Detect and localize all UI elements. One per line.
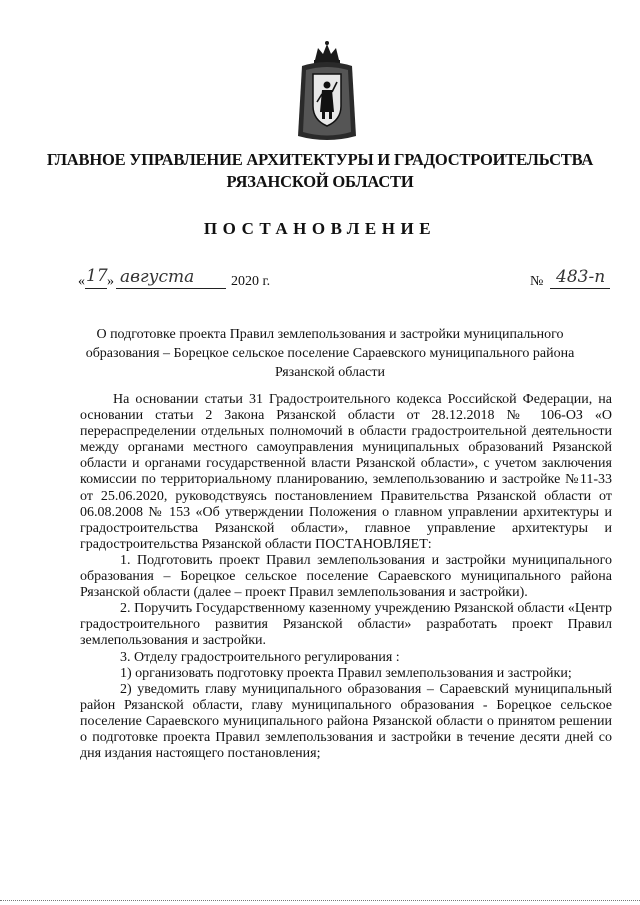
number-label: №	[530, 274, 544, 289]
document-subject	[70, 325, 590, 382]
body-paragraph-subitem1: 1) организовать подготовку проекта Правил землепользования и застройки;	[120, 665, 572, 681]
date-day: 17	[86, 266, 108, 286]
body-paragraph-item2: 2. Поручить Государственному казенному учреждению Рязанской области «Центр градостроительного развития Рязанской области» разработать проект Правил землепользования и застройки.	[80, 601, 612, 649]
document-body	[80, 392, 612, 762]
document-number: 483-п	[556, 267, 606, 287]
subject-line1: О подготовке проекта Правил землепользования и застройки муниципального	[96, 327, 564, 342]
quote-open: «	[78, 274, 85, 289]
date-year: 2020 г.	[231, 274, 271, 289]
body-paragraph-preamble: На основании статьи 31 Градостроительного кодекса Российской Федерации, на основании статьи 2 Закона Рязанской области от 28.12.2018 № 106-ОЗ «О перераспределении отдельных полномочий в области градостроительной деятельности между органами местного самоуправления муниципальных образований Рязанской области и органами государственной власти Рязанской области», с учетом заключения комиссии по территориальному планированию, землепользованию и застройке №11-33 от 25.06.2020, руководствуясь постановлением Правительства Рязанской области от 06.08.2008 № 153 «Об утверждении Положения о главном управлении архитектуры и градостроительства Рязанской области», главное управление архитектуры и градостроительства Рязанской области ПОСТАНОВЛЯЕТ:	[80, 392, 612, 552]
body-paragraph-item1: 1. Подготовить проект Правил землепользования и застройки муниципального образования – Борецкое сельское поселение Сараевского муниципального района Рязанской области (далее – проект Правил землепользования и застройки).	[80, 552, 612, 601]
organization-name-line1: ГЛАВНОЕ УПРАВЛЕНИЕ АРХИТЕКТУРЫ И ГРАДОСТРОИТЕЛЬСТВА	[46, 150, 594, 169]
date-month: августа	[120, 267, 195, 287]
date-number-line	[78, 266, 618, 296]
quote-close: »	[107, 274, 114, 289]
subject-line2: образования – Борецкое сельское поселение Сараевского муниципального района	[85, 346, 575, 361]
organization-name-line2: РЯЗАНСКОЙ ОБЛАСТИ	[226, 172, 414, 191]
document-type-title: ПОСТАНОВЛЕНИЕ	[203, 219, 437, 238]
body-paragraph-item3: 3. Отделу градостроительного регулирования :	[120, 649, 400, 665]
ryazan-coat-of-arms-icon	[296, 40, 358, 144]
page-bottom-edge	[0, 900, 640, 901]
body-paragraph-subitem2: 2) уведомить главу муниципального образования – Сараевский муниципальный район Рязанской области, главу муниципального образования - Борецкое сельское поселение Сараевского муниципального района Рязанской области о принятом решении о подготовке проекта Правил землепользования и застройки в течение десяти дней со дня издания настоящего постановления;	[80, 681, 612, 762]
subject-line3: Рязанской области	[274, 365, 386, 380]
